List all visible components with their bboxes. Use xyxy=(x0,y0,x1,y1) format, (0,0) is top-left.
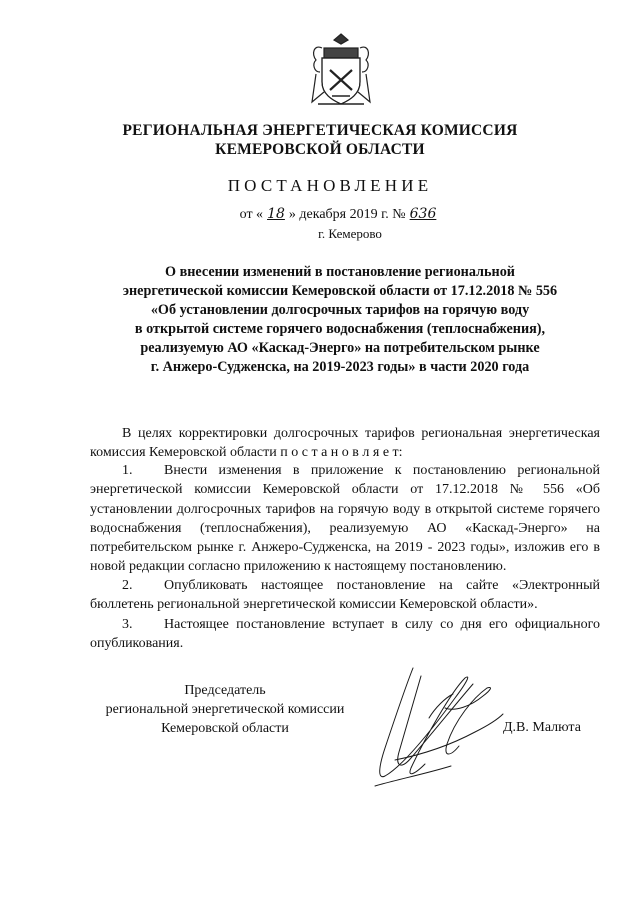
subject-line: «Об установлении долгосрочных тарифов на горячую воду xyxy=(150,302,530,318)
signatory-position xyxy=(90,681,360,738)
subject-line: реализуемую АО «Каскад-Энерго» на потребительском рынке xyxy=(140,340,540,356)
item-number: 2. xyxy=(122,578,133,593)
item-text: Внести изменения в приложение к постановлению региональной энергетической комиссии Кемеровской области от 17.12.2018 № 556 «Об установлении долгосрочных тарифов на горячую воду в открытой системе горячего водоснабжения (теплоснабжения), реализуемую АО «Каскад-Энерго» на потребительском рынке г. Анжеро-Судженска, на 2019 - 2023 годы», изложив его в новой редакции согласно приложению к настоящему постановлению. xyxy=(90,463,600,575)
document-type: ПОСТАНОВЛЕНИЕ xyxy=(227,176,433,195)
signatory-name: Д.В. Малюта xyxy=(503,720,581,735)
item-text: Опубликовать настоящее постановление на сайте «Электронный бюллетень региональной энергетической комиссии Кемеровской области». xyxy=(90,578,600,613)
item-number: 1. xyxy=(122,463,133,478)
item-paragraph-2 xyxy=(90,576,600,615)
position-line: Кемеровской области xyxy=(161,721,289,736)
subject-line: энергетической комиссии Кемеровской области от 17.12.2018 № 556 xyxy=(122,283,558,299)
date-prefix: от « xyxy=(239,207,264,222)
intro-paragraph: В целях корректировки долгосрочных тарифов региональная энергетическая комиссия Кемеровской области п о с т а н о в л я е т: xyxy=(90,426,600,461)
position-line: региональной энергетической комиссии xyxy=(105,702,345,717)
item-paragraph-3 xyxy=(90,615,600,654)
item-text: Настоящее постановление вступает в силу со дня его официального опубликования. xyxy=(90,617,600,652)
city: г. Кемерово xyxy=(318,226,382,241)
subject-line: О внесении изменений в постановление региональной xyxy=(165,264,515,280)
date-suffix: » декабря 2019 г. № xyxy=(288,207,406,222)
subject-line: в открытой системе горячего водоснабжения (теплоснабжения), xyxy=(134,321,546,337)
date-day: 18 xyxy=(267,206,285,222)
organization-name-line1: РЕГИОНАЛЬНАЯ ЭНЕРГЕТИЧЕСКАЯ КОМИССИЯ xyxy=(122,122,518,139)
document-subject xyxy=(90,263,590,377)
coat-of-arms-emblem xyxy=(308,30,374,110)
handwritten-signature xyxy=(355,648,515,798)
subject-line: г. Анжеро-Судженска, на 2019-2023 годы» в части 2020 года xyxy=(150,359,530,375)
document-number: 636 xyxy=(409,206,437,222)
date-line xyxy=(0,206,640,223)
position-line: Председатель xyxy=(184,683,266,698)
item-number: 3. xyxy=(122,617,133,632)
item-paragraph-1 xyxy=(90,461,600,577)
organization-name-line2: КЕМЕРОВСКОЙ ОБЛАСТИ xyxy=(215,141,425,158)
